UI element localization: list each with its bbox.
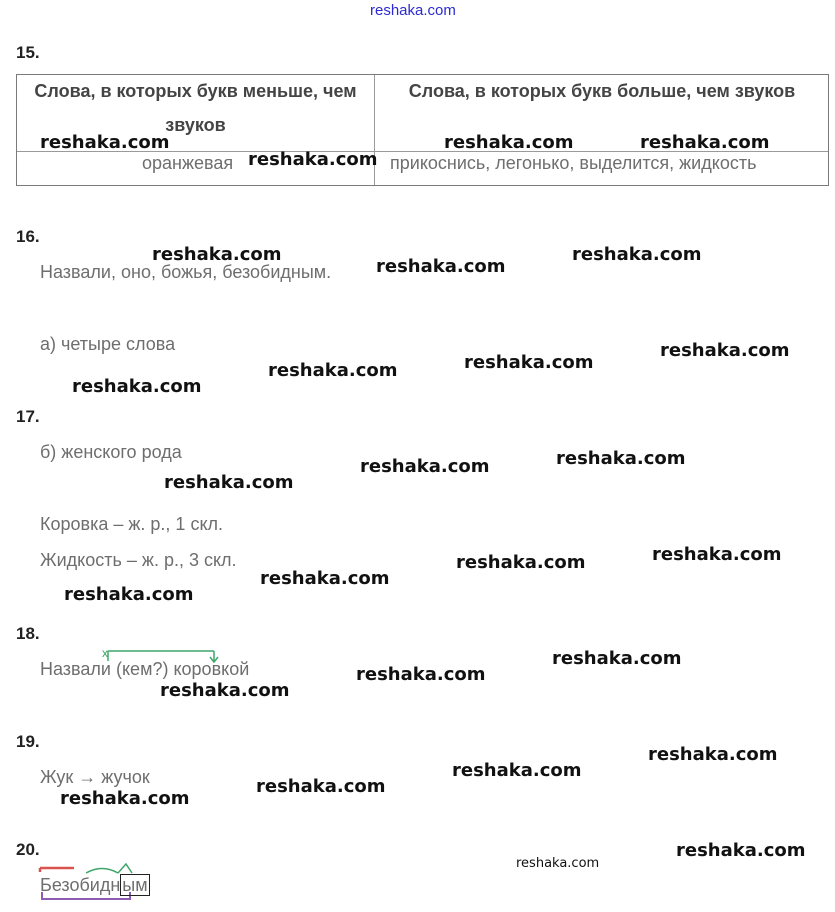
watermark: reshaka.com bbox=[552, 648, 682, 669]
watermark: reshaka.com bbox=[60, 788, 190, 809]
watermark: reshaka.com bbox=[260, 568, 390, 589]
watermark: reshaka.com bbox=[248, 149, 378, 170]
watermark: reshaka.com bbox=[556, 448, 686, 469]
watermark: reshaka.com bbox=[676, 840, 806, 861]
table-header-col2: Слова, в которых букв больше, чем звуков bbox=[408, 81, 796, 101]
table-cell-col2: прикоснись, легонько, выделится, жидкость bbox=[390, 153, 757, 173]
exercise-20-number: 20. bbox=[16, 840, 40, 859]
watermark: reshaka.com bbox=[160, 680, 290, 701]
watermark: reshaka.com bbox=[356, 664, 486, 685]
watermark: reshaka.com bbox=[40, 132, 170, 153]
exercise-17-number: 17. bbox=[16, 407, 40, 426]
exercise-19-number: 19. bbox=[16, 732, 40, 751]
table-header-col1: Слова, в которых букв меньше, чем звуков bbox=[34, 81, 357, 135]
watermark: reshaka.com bbox=[72, 376, 202, 397]
exercise-17-line-korovka: Коровка – ж. р., 1 скл. bbox=[40, 514, 224, 534]
table-cell-col1: оранжевая bbox=[142, 153, 234, 173]
exercise-20-word bbox=[40, 875, 150, 896]
exercise-16-words: Назвали, оно, божья, безобидным. bbox=[40, 262, 332, 282]
exercise-16-number: 16. bbox=[16, 227, 40, 246]
watermark: reshaka.com bbox=[648, 744, 778, 765]
watermark: reshaka.com bbox=[256, 776, 386, 797]
watermark-small: reshaka.com bbox=[516, 856, 600, 871]
watermark: reshaka.com bbox=[164, 472, 294, 493]
watermark: reshaka.com bbox=[464, 352, 594, 373]
watermark: reshaka.com bbox=[640, 132, 770, 153]
exercise-16-answer: а) четыре слова bbox=[40, 334, 176, 354]
word-stem: Безобидн bbox=[40, 875, 121, 895]
word-ending: ым bbox=[122, 875, 148, 895]
watermark: reshaka.com bbox=[444, 132, 574, 153]
watermark: reshaka.com bbox=[268, 360, 398, 381]
exercise-17-answer: б) женского рода bbox=[40, 442, 182, 462]
exercise-19-answer: Жук → жучок bbox=[40, 767, 150, 787]
exercise-18-number: 18. bbox=[16, 624, 40, 643]
watermark: reshaka.com bbox=[652, 544, 782, 565]
exercise-15-number: 15. bbox=[16, 43, 40, 62]
exercise-15-table bbox=[16, 74, 829, 186]
exercise-17-line-zhidkost: Жидкость – ж. р., 3 скл. bbox=[40, 550, 237, 570]
site-link[interactable]: reshaka.com bbox=[370, 2, 456, 19]
watermark: reshaka.com bbox=[452, 760, 582, 781]
watermark: reshaka.com bbox=[376, 256, 506, 277]
main-word-cross-mark: x bbox=[102, 646, 108, 660]
watermark: reshaka.com bbox=[64, 584, 194, 605]
watermark: reshaka.com bbox=[456, 552, 586, 573]
watermark: reshaka.com bbox=[572, 244, 702, 265]
watermark: reshaka.com bbox=[152, 244, 282, 265]
watermark: reshaka.com bbox=[660, 340, 790, 361]
exercise-18-phrase: Назвали (кем?) коровкой bbox=[40, 659, 250, 679]
watermark: reshaka.com bbox=[360, 456, 490, 477]
